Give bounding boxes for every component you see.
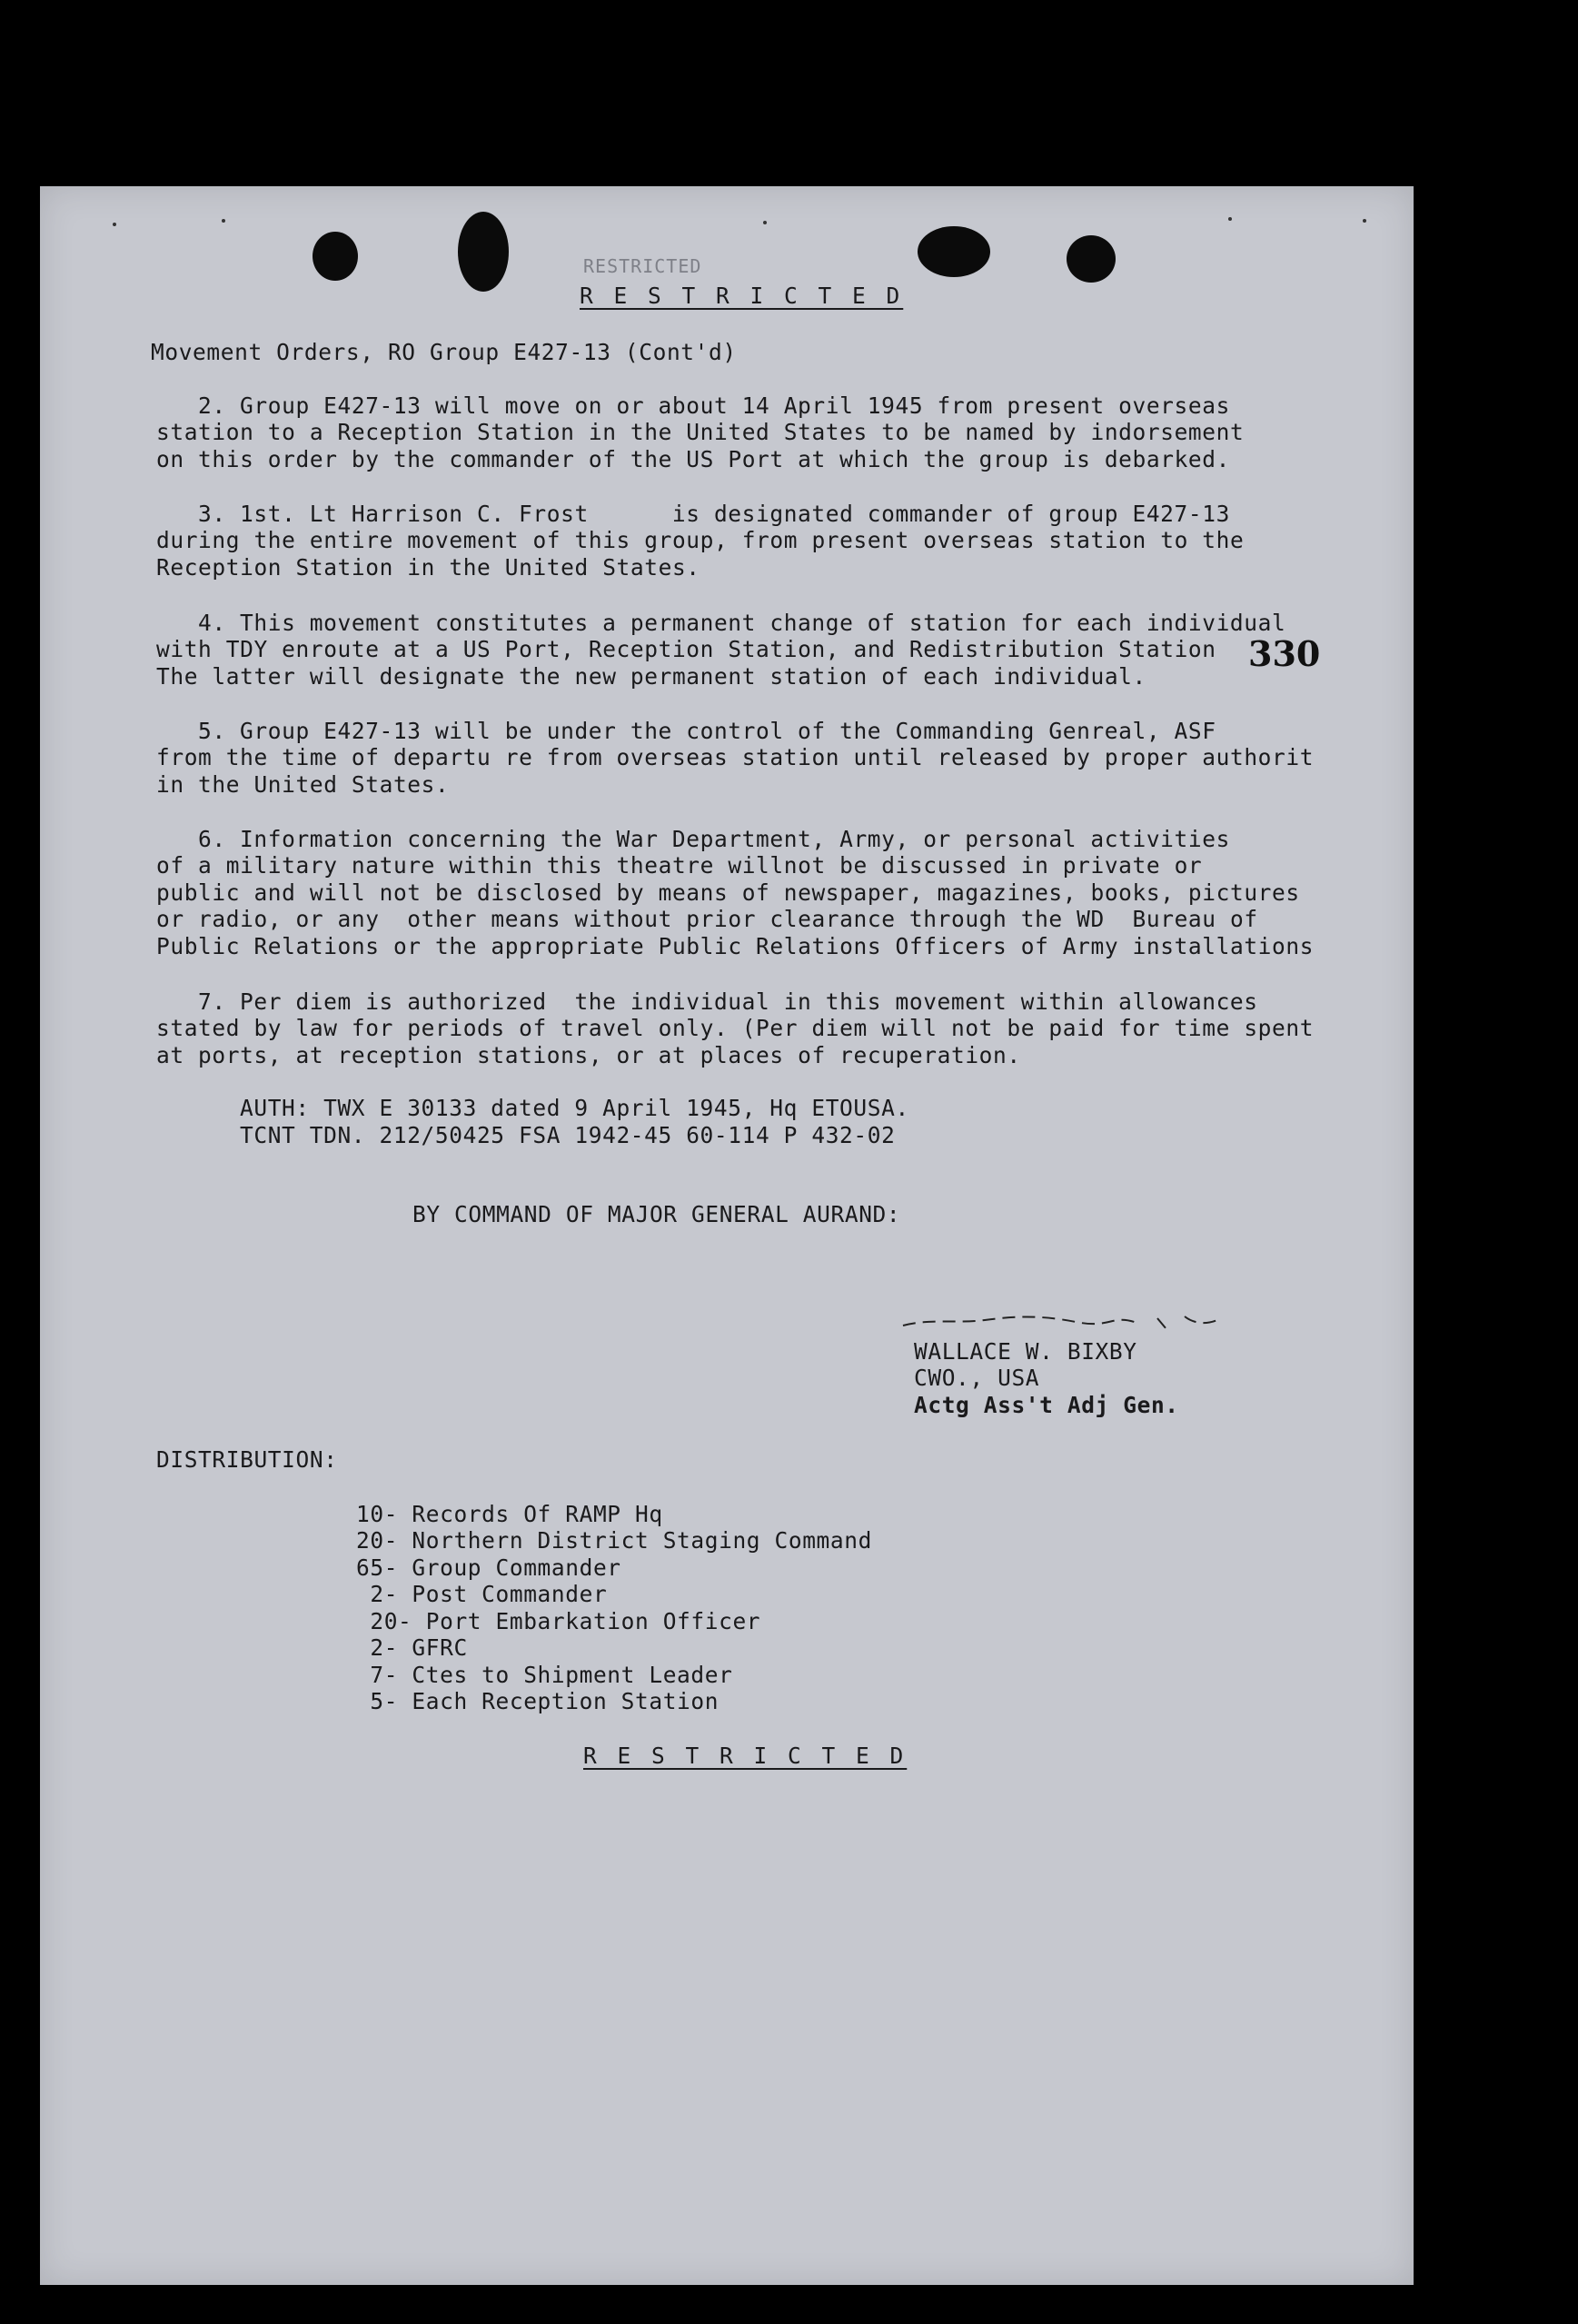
auth-line-2: TCNT TDN. 212/50425 FSA 1942-45 60-114 P 432-02 bbox=[240, 1122, 896, 1148]
paragraph-6-line-3: public and will not be disclosed by means of newspaper, magazines, books, pictures bbox=[156, 879, 1300, 906]
signature-rank: CWO., USA bbox=[914, 1365, 1040, 1391]
paragraph-5-line-2: from the time of departu re from overseas station until released by proper authorit bbox=[156, 744, 1315, 770]
command-line: BY COMMAND OF MAJOR GENERAL AURAND: bbox=[412, 1201, 901, 1227]
distribution-item-3: 65- Group Commander bbox=[356, 1554, 621, 1581]
signature-title: Actg Ass't Adj Gen. bbox=[914, 1392, 1179, 1418]
distribution-item-2: 20- Northern District Staging Command bbox=[356, 1527, 872, 1554]
paragraph-4-line-3: The latter will designate the new permanent station of each individual. bbox=[156, 663, 1146, 690]
speck bbox=[1363, 219, 1366, 223]
paragraph-6-line-4: or radio, or any other means without prior clearance through the WD Bureau of bbox=[156, 906, 1258, 932]
document-heading: Movement Orders, RO Group E427-13 (Cont'd) bbox=[151, 339, 737, 365]
punch-hole-2 bbox=[458, 212, 509, 292]
paragraph-2-line-3: on this order by the commander of the US Port at which the group is debarked. bbox=[156, 446, 1230, 472]
paragraph-6-line-5: Public Relations or the appropriate Public Relations Officers of Army installations bbox=[156, 933, 1315, 959]
handwritten-signature bbox=[894, 1306, 1239, 1342]
speck bbox=[1228, 217, 1232, 221]
paragraph-4-line-2: with TDY enroute at a US Port, Reception Station, and Redistribution Station bbox=[156, 636, 1216, 662]
classification-top: R E S T R I C T E D bbox=[580, 283, 904, 309]
paragraph-3-line-1: 3. 1st. Lt Harrison C. Frost is designated commander of group E427-13 bbox=[198, 501, 1230, 527]
paragraph-7-line-3: at ports, at reception stations, or at places of recuperation. bbox=[156, 1042, 1021, 1068]
signature-name: WALLACE W. BIXBY bbox=[914, 1338, 1137, 1365]
paragraph-5-line-3: in the United States. bbox=[156, 771, 450, 798]
paragraph-6-line-1: 6. Information concerning the War Department, Army, or personal activities bbox=[198, 826, 1230, 852]
auth-line-1: AUTH: TWX E 30133 dated 9 April 1945, Hq ETOUSA. bbox=[240, 1095, 909, 1121]
speck bbox=[763, 221, 767, 224]
distribution-item-7: 7- Ctes to Shipment Leader bbox=[356, 1662, 733, 1688]
paragraph-7-line-2: stated by law for periods of travel only. (Per diem will not be paid for time spent bbox=[156, 1015, 1315, 1041]
speck bbox=[113, 223, 116, 226]
paragraph-2-line-2: station to a Reception Station in the United States to be named by indorsement bbox=[156, 419, 1245, 445]
distribution-item-5: 20- Port Embarkation Officer bbox=[356, 1608, 761, 1634]
page-number: 330 bbox=[1248, 633, 1321, 674]
distribution-item-1: 10- Records Of RAMP Hq bbox=[356, 1501, 663, 1527]
overstrike-mark: RESTRICTED bbox=[583, 255, 702, 277]
document-page bbox=[40, 186, 1414, 2285]
punch-hole-4 bbox=[1067, 235, 1116, 283]
classification-bottom: R E S T R I C T E D bbox=[583, 1743, 908, 1769]
speck bbox=[222, 219, 225, 223]
paragraph-4-line-1: 4. This movement constitutes a permanent change of station for each individual bbox=[198, 610, 1286, 636]
paragraph-5-line-1: 5. Group E427-13 will be under the control of the Commanding Genreal, ASF bbox=[198, 718, 1216, 744]
paragraph-2-line-1: 2. Group E427-13 will move on or about 14 April 1945 from present overseas bbox=[198, 392, 1230, 419]
distribution-item-4: 2- Post Commander bbox=[356, 1581, 608, 1607]
distribution-item-8: 5- Each Reception Station bbox=[356, 1688, 720, 1714]
distribution-label: DISTRIBUTION: bbox=[156, 1446, 338, 1473]
paragraph-6-line-2: of a military nature within this theatre willnot be discussed in private or bbox=[156, 852, 1203, 879]
distribution-item-6: 2- GFRC bbox=[356, 1634, 468, 1661]
paragraph-3-line-2: during the entire movement of this group, from present overseas station to the bbox=[156, 527, 1245, 553]
paragraph-7-line-1: 7. Per diem is authorized the individual in this movement within allowances bbox=[198, 988, 1258, 1015]
paragraph-3-line-3: Reception Station in the United States. bbox=[156, 554, 700, 581]
punch-hole-1 bbox=[313, 232, 358, 281]
punch-hole-3 bbox=[918, 226, 990, 277]
